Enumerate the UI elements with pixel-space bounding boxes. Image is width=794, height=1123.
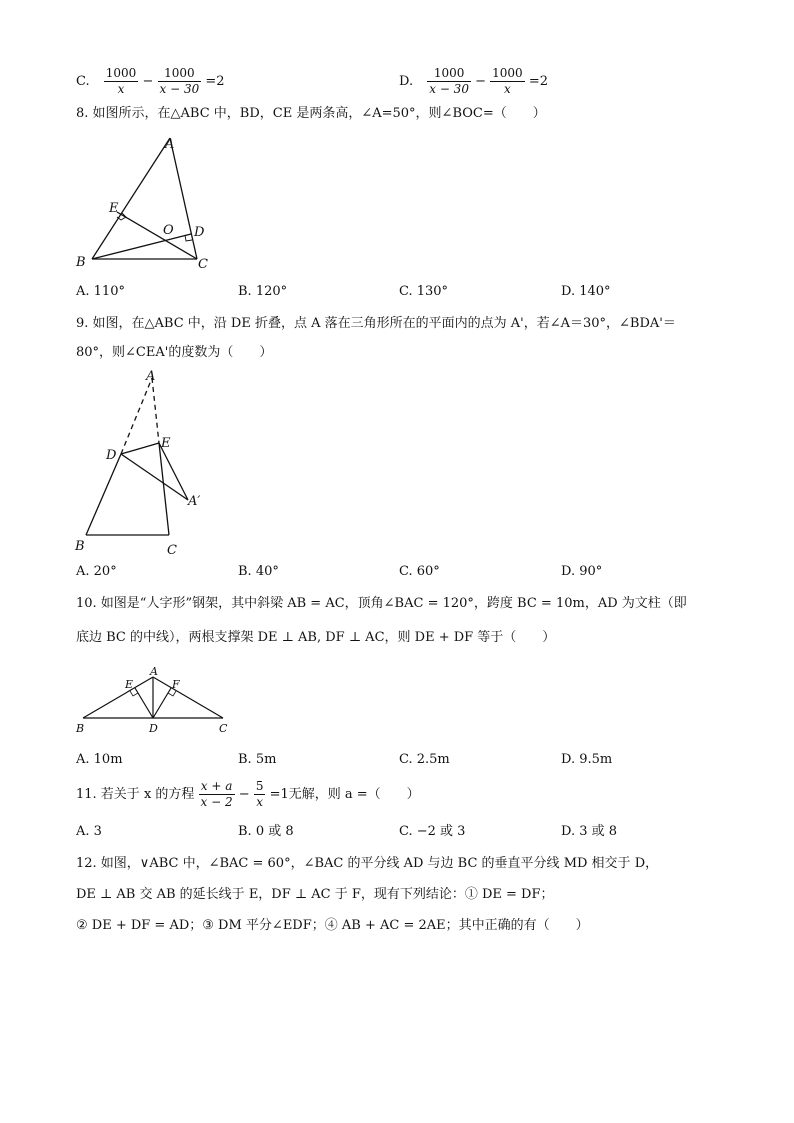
q7-c-den-2: x − 30 — [159, 82, 200, 96]
q8-label-e: E — [109, 201, 119, 216]
q7-d-fraction-2 — [490, 66, 525, 97]
q10-label-a: A — [150, 665, 158, 678]
q8-stem: 8. 如图所示，在△ABC 中，BD，CE 是两条高，∠A=50°，则∠BOC=（ ） — [76, 106, 546, 121]
q11-frac2-den: x — [256, 795, 264, 809]
q7-d-minus: − — [475, 74, 487, 89]
q7-c-num-2: 1000 — [158, 66, 202, 82]
q11-option-b: B. 0 或 8 — [238, 824, 294, 839]
q9-label-d: D — [106, 448, 117, 463]
q7-d-den-2: x — [504, 82, 511, 96]
q9-label-a: A — [146, 369, 156, 384]
q10-option-a: A. 10m — [76, 752, 123, 767]
q9-option-b: B. 40° — [238, 564, 279, 579]
q9-option-c: C. 60° — [399, 564, 440, 579]
q9-side-bd — [86, 454, 121, 535]
q9-label-a-prime: A′ — [188, 494, 201, 509]
q10-label-b: B — [76, 722, 85, 735]
q8-label-d: D — [194, 225, 205, 240]
q8-label-a: A — [165, 137, 175, 152]
q8-label-o: O — [163, 223, 174, 238]
q10-label-d: D — [149, 722, 158, 735]
q7-d-num-2: 1000 — [492, 66, 523, 80]
q7-d-num-1: 1000 — [427, 66, 471, 82]
q7-c-minus: − — [142, 74, 154, 89]
q7-option-c — [76, 66, 225, 97]
q10-option-c: C. 2.5m — [399, 752, 450, 767]
q9-option-d: D. 90° — [561, 564, 603, 579]
q10-brace-df — [153, 688, 171, 718]
q8-figure — [70, 128, 230, 273]
q9-label-c: C — [167, 543, 177, 558]
q9-folded-ea1 — [159, 443, 188, 500]
q9-fold-de — [121, 443, 159, 454]
q7-c-fraction-2 — [158, 66, 202, 97]
q7-c-fraction-1 — [104, 66, 139, 97]
q9-label-e: E — [161, 436, 171, 451]
q10-figure — [70, 664, 240, 739]
q10-label-c: C — [219, 722, 228, 735]
q11-frac1-num: x + a — [199, 779, 235, 795]
q8-option-c: C. 130° — [399, 284, 449, 299]
q9-folded-da1 — [121, 454, 188, 500]
q9-label-b: B — [75, 539, 85, 554]
q7-d-fraction-1 — [427, 66, 471, 97]
q9-dashed-ad — [121, 378, 152, 454]
q12-line2: DE ⊥ AB 交 AB 的延长线于 E，DF ⊥ AC 于 F，现有下列结论：① DE = DF； — [76, 887, 554, 902]
q9-dashed-ae — [152, 378, 159, 443]
q7-d-rhs: =2 — [528, 74, 549, 89]
q7-option-d — [399, 66, 548, 97]
q10-brace-de — [135, 688, 153, 718]
q11-minus: − — [238, 787, 250, 802]
q9-side-ec — [159, 443, 169, 535]
q7-c-rhs: =2 — [205, 74, 225, 89]
q8-side-ab — [92, 138, 170, 259]
q8-option-d: D. 140° — [561, 284, 611, 299]
q11-fraction-1 — [199, 779, 235, 810]
q12-line1: 12. 如图，∨ABC 中，∠BAC = 60°，∠BAC 的平分线 AD 与边 BC 的垂直平分线 MD 相交于 D， — [76, 856, 659, 871]
q7-c-den-1: x — [117, 82, 125, 96]
q11-frac1-den: x − 2 — [200, 795, 233, 809]
q7-c-num-1: 1000 — [105, 66, 137, 80]
q10-label-e: E — [125, 678, 134, 691]
q9-figure — [70, 366, 220, 561]
q7-option-c-label: C. — [76, 74, 90, 89]
q10-stem-line1: 10. 如图是“人字形”钢架，其中斜梁 AB = AC，顶角∠BAC = 120°，跨度 BC = 10m，AD 为文柱（即 — [76, 596, 687, 611]
q11-option-d: D. 3 或 8 — [561, 824, 618, 839]
q7-option-d-label: D. — [399, 74, 414, 89]
q9-stem-line2: 80°，则∠CEA'的度数为（ ） — [76, 345, 273, 360]
q8-label-b: B — [76, 255, 86, 270]
q10-option-b: B. 5m — [238, 752, 277, 767]
q10-label-f: F — [172, 678, 180, 691]
q11-option-c: C. −2 或 3 — [399, 824, 466, 839]
q8-option-a: A. 110° — [76, 284, 125, 299]
q8-label-c: C — [198, 257, 208, 272]
q8-option-b: B. 120° — [238, 284, 288, 299]
q11-frac2-num: 5 — [255, 779, 264, 793]
q9-option-a: A. 20° — [76, 564, 117, 579]
q7-d-den-1: x − 30 — [429, 82, 469, 96]
q9-stem-line1: 9. 如图，在△ABC 中，沿 DE 折叠，点 A 落在三角形所在的平面内的点为 A'，若∠A＝30°，∠BDA'＝ — [76, 316, 676, 331]
q11-option-a: A. 3 — [76, 824, 102, 839]
q10-option-d: D. 9.5m — [561, 752, 613, 767]
q10-stem-line2: 底边 BC 的中线），两根支撑架 DE ⊥ AB, DF ⊥ AC，则 DE + DF 等于（ ） — [76, 630, 556, 645]
q10-beam-ab — [83, 677, 153, 718]
q11-stem-post: =1无解，则 a =（ ） — [269, 787, 420, 802]
q10-beam-ac — [153, 677, 223, 718]
q8-side-ac — [170, 138, 197, 259]
q11-stem-pre: 11. 若关于 x 的方程 — [76, 787, 195, 802]
q12-line3: ② DE + DF = AD；③ DM 平分∠EDF；④ AB + AC = 2AE；其中正确的有（ ） — [76, 918, 589, 933]
q11-stem — [76, 779, 420, 810]
q11-fraction-2 — [254, 779, 266, 810]
